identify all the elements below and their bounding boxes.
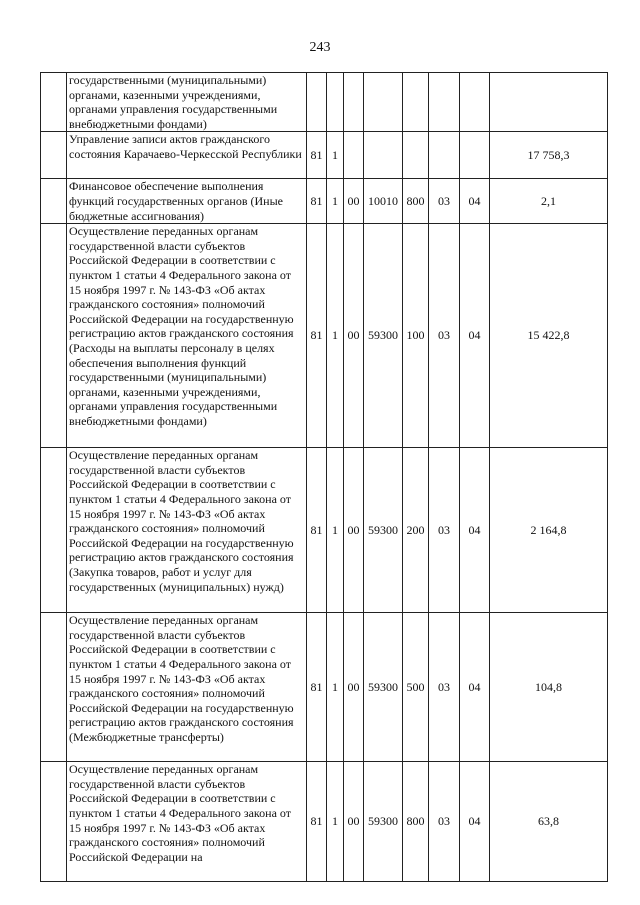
code-cell [429, 73, 460, 132]
code-cell [344, 73, 364, 132]
code-cell: 100 [403, 224, 429, 448]
code-cell: 03 [429, 224, 460, 448]
table-row [41, 448, 608, 613]
code-cell [364, 132, 403, 179]
code-cell [460, 73, 490, 132]
table-row [41, 73, 608, 132]
code-cell: 59300 [364, 762, 403, 882]
code-cell: 81 [307, 762, 327, 882]
code-cell: 81 [307, 224, 327, 448]
item-name-cell: Финансовое обеспечение выполнения функций государственных органов (Иные бюджетные ассигнования) [67, 179, 307, 224]
amount-cell: 63,8 [490, 762, 608, 882]
row-number-cell [41, 224, 67, 448]
amount-cell [490, 73, 608, 132]
code-cell: 00 [344, 448, 364, 613]
code-cell: 1 [327, 762, 344, 882]
table-row [41, 179, 608, 224]
row-number-cell [41, 73, 67, 132]
item-name-cell: Осуществление переданных органам государственной власти субъектов Российской Федерации в соответствии с пунктом 1 статьи 4 Федерального закона от 15 ноября 1997 г. № 143-ФЗ «Об актах гражданского состояния» полномочий Российской Федерации на государственную регистрацию актов гражданского состояния (Расходы на выплаты персоналу в целях обеспечения выполнения функций государственными (муниципальными) органами, казенными учреждениями, органами управления государственными внебюджетными фондами) [67, 224, 307, 448]
item-name-cell: государственными (муниципальными) органами, казенными учреждениями, органами управления государственными внебюджетными фондами) [67, 73, 307, 132]
code-cell: 1 [327, 132, 344, 179]
amount-cell: 104,8 [490, 613, 608, 762]
code-cell [403, 132, 429, 179]
code-cell [364, 73, 403, 132]
code-cell: 1 [327, 224, 344, 448]
code-cell: 81 [307, 132, 327, 179]
code-cell [344, 132, 364, 179]
code-cell: 03 [429, 448, 460, 613]
row-number-cell [41, 613, 67, 762]
amount-cell: 17 758,3 [490, 132, 608, 179]
code-cell: 1 [327, 613, 344, 762]
row-number-cell [41, 179, 67, 224]
row-number-cell [41, 132, 67, 179]
code-cell: 04 [460, 224, 490, 448]
table-row [41, 762, 608, 882]
row-number-cell [41, 448, 67, 613]
code-cell: 81 [307, 613, 327, 762]
code-cell: 81 [307, 179, 327, 224]
amount-cell: 2,1 [490, 179, 608, 224]
item-name-cell: Осуществление переданных органам государственной власти субъектов Российской Федерации в соответствии с пунктом 1 статьи 4 Федерального закона от 15 ноября 1997 г. № 143-ФЗ «Об актах гражданского состояния» полномочий Российской Федерации на [67, 762, 307, 882]
code-cell: 00 [344, 179, 364, 224]
code-cell: 03 [429, 613, 460, 762]
code-cell: 04 [460, 179, 490, 224]
code-cell: 59300 [364, 448, 403, 613]
code-cell: 04 [460, 762, 490, 882]
item-name-cell: Осуществление переданных органам государственной власти субъектов Российской Федерации в соответствии с пунктом 1 статьи 4 Федерального закона от 15 ноября 1997 г. № 143-ФЗ «Об актах гражданского состояния» полномочий Российской Федерации на государственную регистрацию актов гражданского состояния (Межбюджетные трансферты) [67, 613, 307, 762]
code-cell: 03 [429, 179, 460, 224]
amount-cell: 15 422,8 [490, 224, 608, 448]
table-row [41, 132, 608, 179]
code-cell: 200 [403, 448, 429, 613]
item-name-cell: Управление записи актов гражданского состояния Карачаево-Черкесской Республики [67, 132, 307, 179]
table-row [41, 224, 608, 448]
code-cell: 03 [429, 762, 460, 882]
code-cell: 1 [327, 448, 344, 613]
item-name-cell: Осуществление переданных органам государственной власти субъектов Российской Федерации в соответствии с пунктом 1 статьи 4 Федерального закона от 15 ноября 1997 г. № 143-ФЗ «Об актах гражданского состояния» полномочий Российской Федерации на государственную регистрацию актов гражданского состояния (Закупка товаров, работ и услуг для государственных (муниципальных) нужд) [67, 448, 307, 613]
table-row [41, 613, 608, 762]
code-cell: 1 [327, 179, 344, 224]
code-cell [429, 132, 460, 179]
amount-cell: 2 164,8 [490, 448, 608, 613]
page-number: 243 [309, 40, 331, 55]
code-cell: 00 [344, 762, 364, 882]
code-cell [307, 73, 327, 132]
budget-table [40, 72, 608, 882]
code-cell: 800 [403, 179, 429, 224]
code-cell: 59300 [364, 224, 403, 448]
code-cell [460, 132, 490, 179]
row-number-cell [41, 762, 67, 882]
code-cell: 04 [460, 613, 490, 762]
code-cell: 04 [460, 448, 490, 613]
code-cell: 500 [403, 613, 429, 762]
code-cell: 00 [344, 613, 364, 762]
code-cell: 00 [344, 224, 364, 448]
code-cell [327, 73, 344, 132]
code-cell: 59300 [364, 613, 403, 762]
code-cell: 800 [403, 762, 429, 882]
code-cell: 81 [307, 448, 327, 613]
code-cell [403, 73, 429, 132]
code-cell: 10010 [364, 179, 403, 224]
